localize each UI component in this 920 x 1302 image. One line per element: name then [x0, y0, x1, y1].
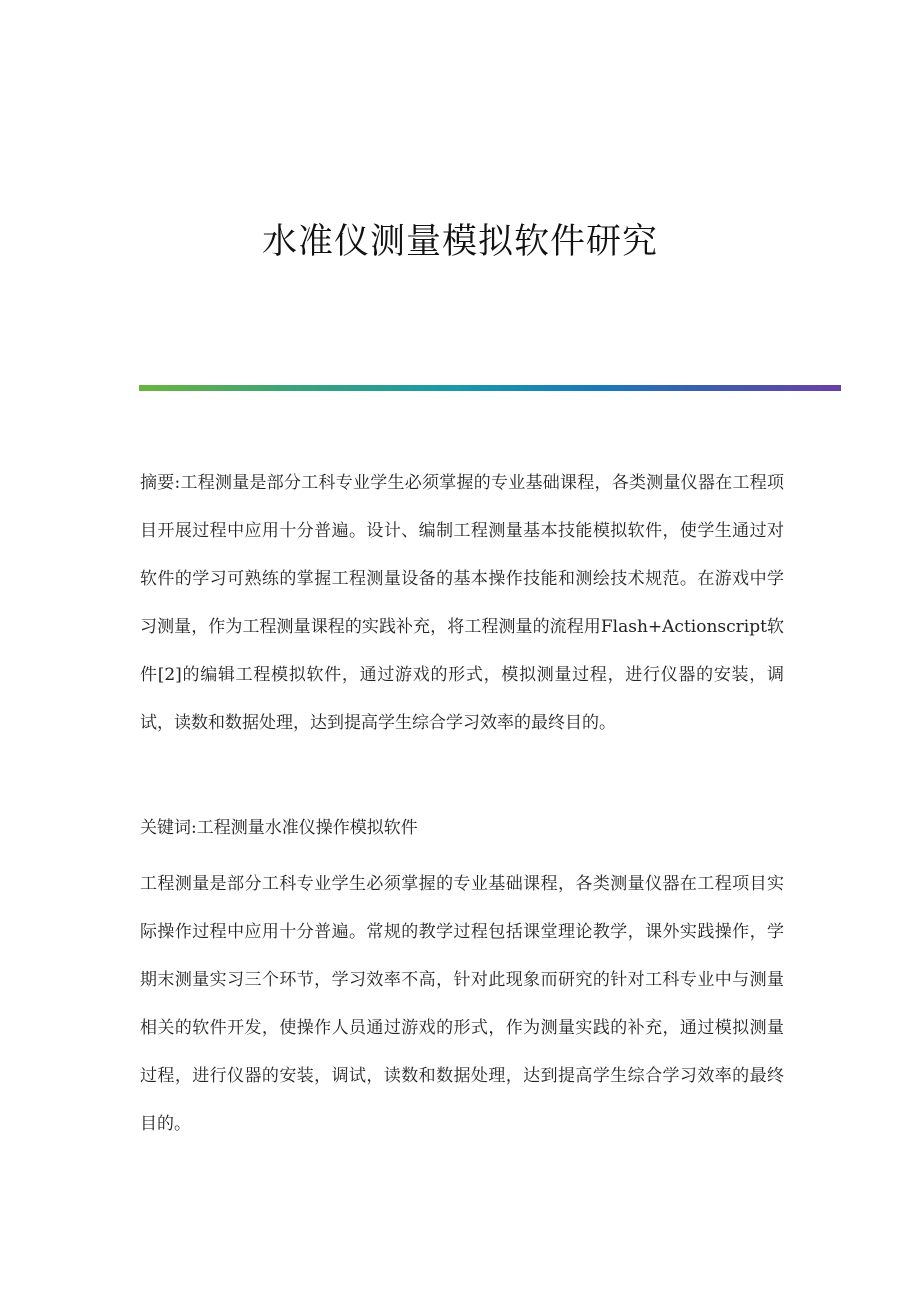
body-paragraph: 工程测量是部分工科专业学生必须掌握的专业基础课程，各类测量仪器在工程项目实际操作过程中应用十分普遍。常规的教学过程包括课堂理论教学，课外实践操作，学期末测量实习三个环节，学习效率不高，针对此现象而研究的针对工科专业中与测量相关的软件开发，使操作人员通过游戏的形式，作为测量实践的补充，通过模拟测量过程，进行仪器的安装，调试，读数和数据处理，达到提高学生综合学习效率的最终目的。: [140, 874, 784, 1134]
page-title: 水准仪测量模拟软件研究: [261, 222, 658, 262]
keywords-line: 关键词:工程测量水准仪操作模拟软件: [140, 818, 418, 838]
title-divider: [139, 385, 841, 391]
abstract-paragraph: 摘要:工程测量是部分工科专业学生必须掌握的专业基础课程，各类测量仪器在工程项目开展过程中应用十分普遍。设计、编制工程测量基本技能模拟软件，使学生通过对软件的学习可熟练的掌握工程测量设备的基本操作技能和测绘技术规范。在游戏中学习测量，作为工程测量课程的实践补充，将工程测量的流程用Flash+Actionscript软件[2]的编辑工程模拟软件，通过游戏的形式，模拟测量过程，进行仪器的安装，调试，读数和数据处理，达到提高学生综合学习效率的最终目的。: [140, 473, 784, 733]
